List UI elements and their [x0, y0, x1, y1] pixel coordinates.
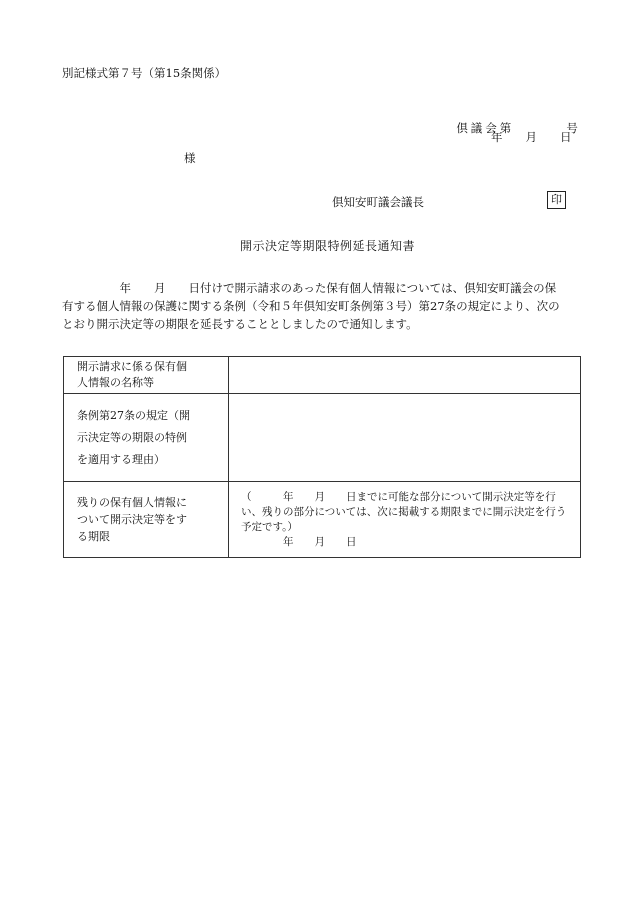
- document-title: 開示決定等期限特例延長通知書: [240, 239, 416, 253]
- reference-prefix: 倶議会第: [456, 120, 515, 135]
- info-table: [63, 356, 581, 558]
- label-line: を適用する理由）: [77, 452, 165, 466]
- label-line: る期限: [77, 530, 110, 543]
- period-line: （ 年 月 日までに可能な部分について開示決定等を行: [241, 490, 556, 503]
- body-line: 年 月 日付けで開示請求のあった保有個人情報については、倶知安町議会の保: [62, 281, 557, 295]
- label-line: 条例第27条の規定（開: [77, 408, 190, 422]
- form-number: 別記様式第７号（第15条関係）: [62, 66, 227, 80]
- label-line: 開示請求に係る保有個: [77, 360, 187, 373]
- label-line: ついて開示決定等をす: [77, 513, 187, 526]
- period-line: い、残りの部分については、次に掲載する期限までに開示決定を行う: [241, 505, 567, 518]
- table-row: [64, 357, 581, 394]
- reference-suffix: 号: [566, 120, 581, 135]
- addressee: 様: [184, 151, 196, 165]
- label-line: 残りの保有個人情報に: [77, 496, 187, 509]
- value-info-name[interactable]: [229, 357, 581, 394]
- value-remaining-deadline[interactable]: [229, 482, 581, 558]
- period-line: 年 月 日: [241, 535, 357, 548]
- value-extension-reason[interactable]: [229, 394, 581, 482]
- body-line: とおり開示決定等の期限を延長することとしましたので通知します。: [62, 317, 418, 331]
- table-row: [64, 394, 581, 482]
- period-line: 予定です。）: [241, 520, 298, 533]
- table-row: [64, 482, 581, 558]
- issue-date: 年 月 日: [491, 130, 572, 144]
- label-line: 人情報の名称等: [77, 376, 154, 389]
- label-remaining-deadline: [64, 482, 229, 558]
- notice-body: [62, 279, 582, 333]
- label-extension-reason: [64, 394, 229, 482]
- seal-box: 印: [547, 191, 566, 209]
- label-line: 示決定等の期限の特例: [77, 430, 187, 444]
- body-line: 有する個人情報の保護に関する条例（令和５年倶知安町条例第３号）第27条の規定により、次の: [62, 299, 560, 313]
- sender-title: 倶知安町議会議長: [332, 195, 424, 209]
- label-info-name: [64, 357, 229, 394]
